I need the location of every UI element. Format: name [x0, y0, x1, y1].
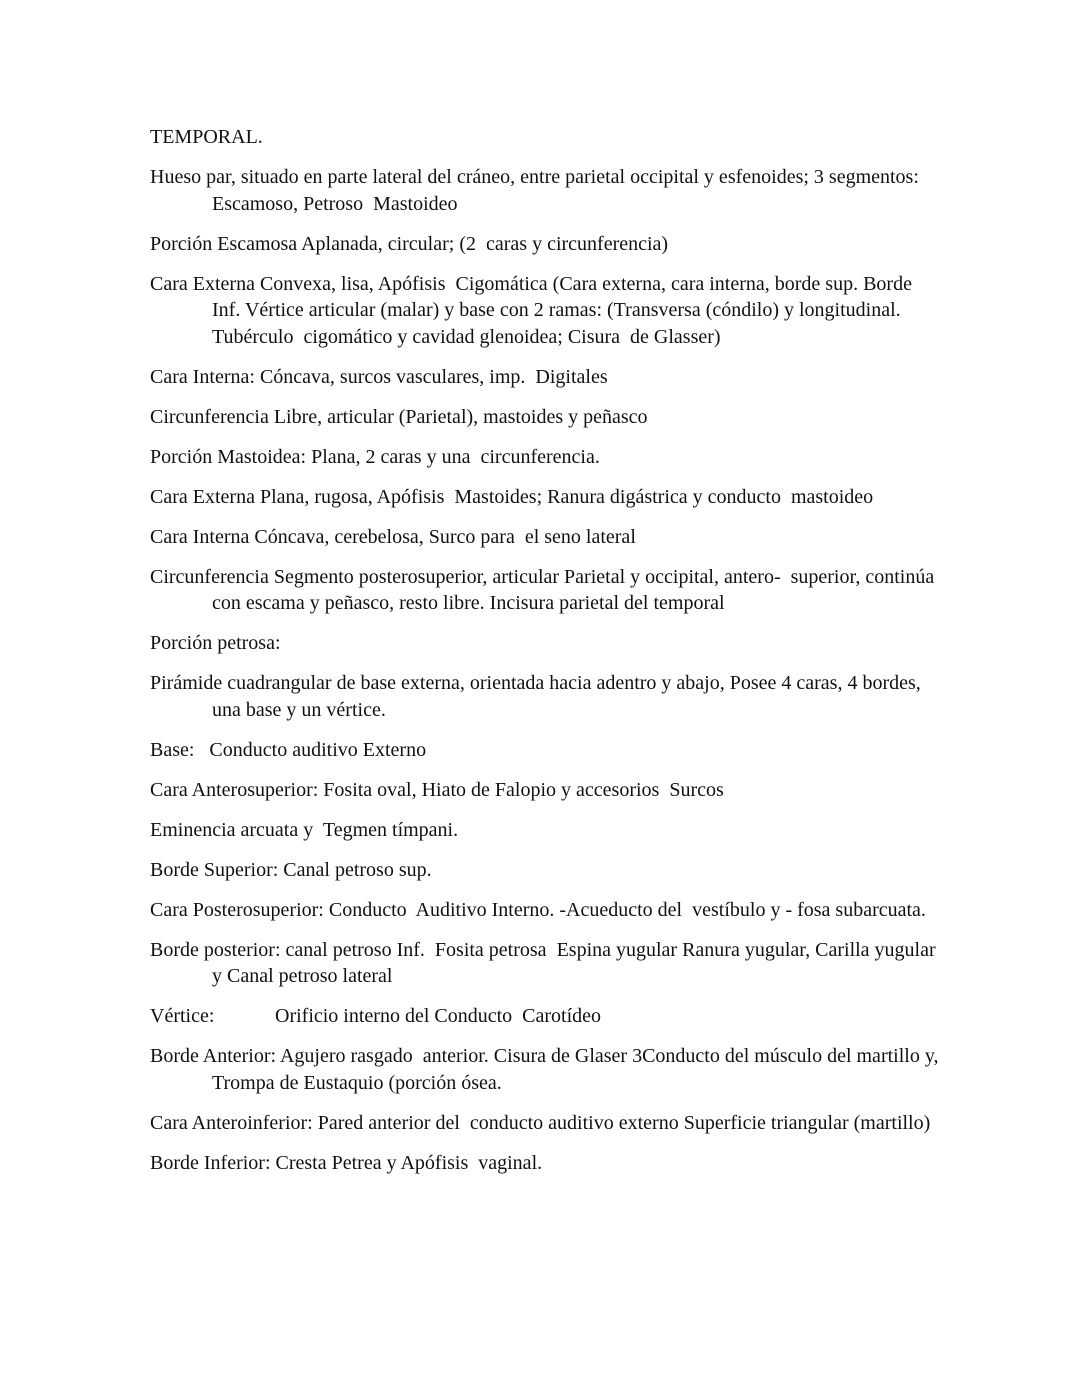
paragraph-cara-anterosuperior: Cara Anterosuperior: Fosita oval, Hiato de Falopio y accesorios Surcos	[150, 778, 724, 801]
paragraph-intro: Hueso par, situado en parte lateral del cráneo, entre parietal occipital y esfenoides; 3 segmentos: Escamoso, Petroso Mastoideo	[150, 166, 924, 215]
paragraph-mastoidea-cara-interna: Cara Interna Cóncava, cerebelosa, Surco para el seno lateral	[150, 525, 636, 548]
paragraph-escamosa: Porción Escamosa Aplanada, circular; (2 caras y circunferencia)	[150, 232, 669, 255]
document-title: TEMPORAL.	[150, 126, 263, 148]
paragraph-escamosa-cara-externa: Cara Externa Convexa, lisa, Apófisis Cigomática (Cara externa, cara interna, borde sup. Borde Inf. Vértice articular (malar) y base con 2 ramas: (Transversa (cóndilo) y longitudinal. Tubérculo cigomático y cavidad glenoidea; Cisura de Glasser)	[150, 272, 917, 348]
paragraph-borde-inferior: Borde Inferior: Cresta Petrea y Apófisis vaginal.	[150, 1151, 543, 1174]
paragraph-borde-anterior: Borde Anterior: Agujero rasgado anterior. Cisura de Glaser 3Conducto del músculo del martillo y, Trompa de Eustaquio (porción ósea.	[150, 1045, 944, 1094]
vertice-text: Orificio interno del Conducto Carotídeo	[275, 1005, 602, 1027]
paragraph-cara-posterosuperior: Cara Posterosuperior: Conducto Auditivo Interno. -Acueducto del vestíbulo y - fosa subarcuata.	[150, 898, 926, 921]
paragraph-borde-posterior: Borde posterior: canal petroso Inf. Fosita petrosa Espina yugular Ranura yugular, Carilla yugular y Canal petroso lateral	[150, 938, 941, 987]
paragraph-escamosa-cara-interna: Cara Interna: Cóncava, surcos vasculares, imp. Digitales	[150, 365, 608, 388]
document-page	[150, 124, 944, 1190]
paragraph-eminencia: Eminencia arcuata y Tegmen tímpani.	[150, 818, 459, 841]
paragraph-escamosa-circunferencia: Circunferencia Libre, articular (Parietal), mastoides y peñasco	[150, 405, 648, 428]
paragraph-base: Base: Conducto auditivo Externo	[150, 738, 427, 761]
paragraph-cara-anteroinferior: Cara Anteroinferior: Pared anterior del conducto auditivo externo Superficie triangular (martillo)	[150, 1111, 931, 1134]
paragraph-mastoidea: Porción Mastoidea: Plana, 2 caras y una circunferencia.	[150, 445, 600, 468]
paragraph-mastoidea-cara-externa: Cara Externa Plana, rugosa, Apófisis Mastoides; Ranura digástrica y conducto mastoideo	[150, 485, 874, 508]
paragraph-borde-superior: Borde Superior: Canal petroso sup.	[150, 858, 432, 881]
paragraph-mastoidea-circunferencia: Circunferencia Segmento posterosuperior, articular Parietal y occipital, antero- superior, continúa con escama y peñasco, resto libre. Incisura parietal del temporal	[150, 565, 940, 614]
paragraph-vertice	[150, 1003, 940, 1030]
paragraph-petrosa: Porción petrosa:	[150, 632, 281, 654]
paragraph-piramide: Pirámide cuadrangular de base externa, orientada hacia adentro y abajo, Posee 4 caras, 4 bordes, una base y un vértice.	[150, 672, 926, 721]
vertice-label: Vértice:	[150, 1005, 215, 1027]
